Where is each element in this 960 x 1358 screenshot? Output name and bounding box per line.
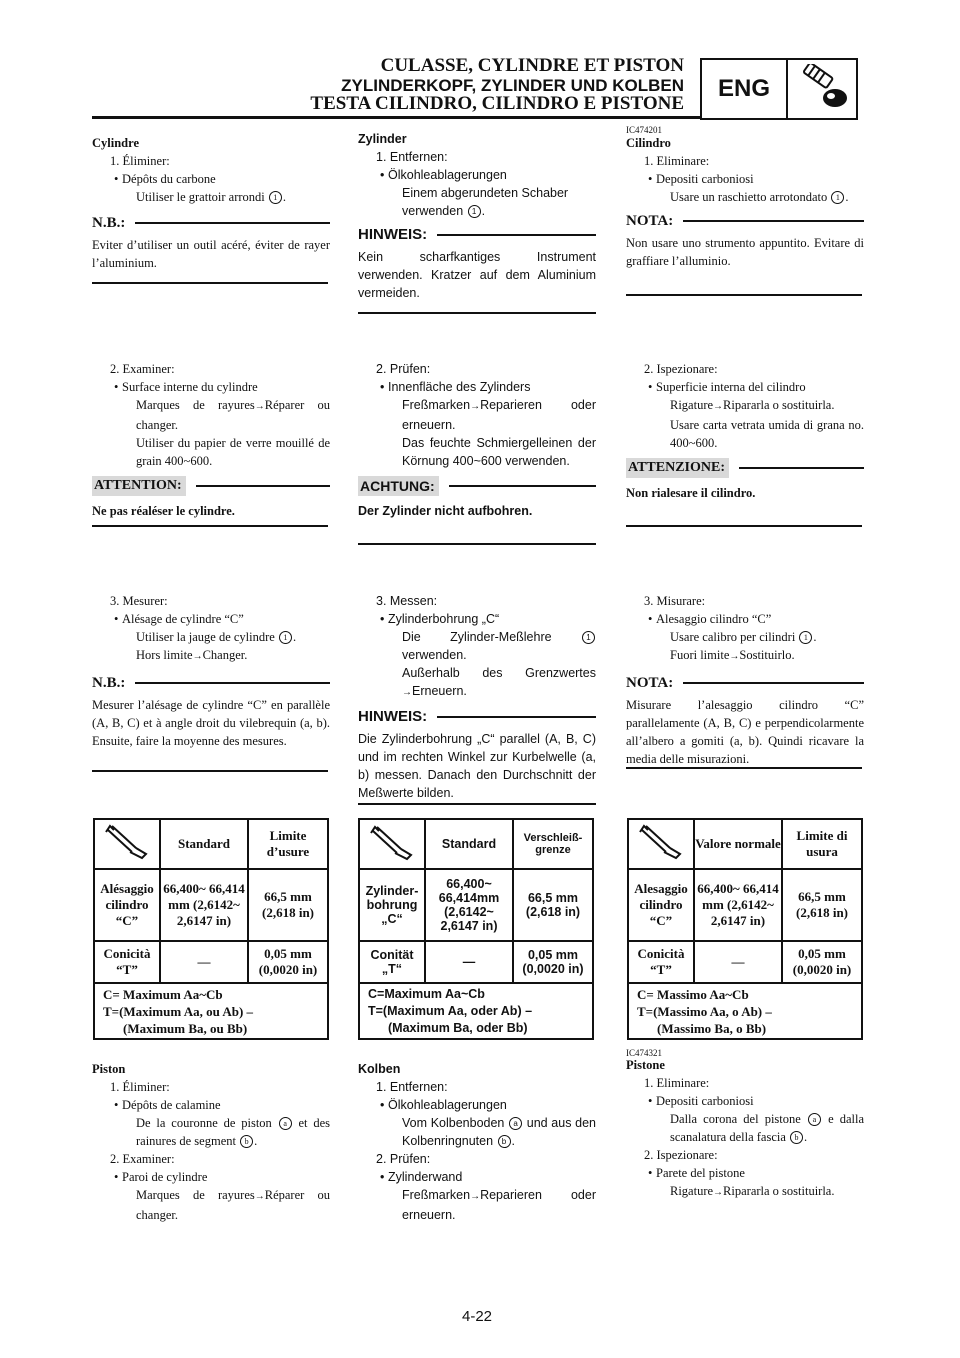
de-note-1-end-rule: [358, 312, 596, 314]
de-piston-step-1-text-b: und aus den Kolbenringnuten: [402, 1116, 596, 1148]
fr-row-taper-limit: 0,05 mm (0,0020 in): [248, 941, 328, 983]
fr-note-2-text: Mesurer l’alésage de cylindre “C” en parallèle (A, B, C) et à angle droit du vilebrequin (a, b). Ensuite, faire la moyenne des mesures.: [92, 698, 330, 748]
callout-marker: 1: [799, 631, 812, 644]
bullet-icon: •: [114, 172, 119, 186]
it-step-1: 1. Eliminare:: [644, 154, 710, 168]
fr-spec-table: [93, 818, 329, 1040]
de-cylinder-title: Zylinder: [358, 132, 407, 146]
it-step-2-text-b: Ripararla o sostituirla.: [723, 398, 835, 412]
it-piston-step-2: 2. Ispezionare:: [644, 1148, 718, 1162]
arrow-right-icon: →: [729, 651, 740, 662]
fr-header-standard: Standard: [160, 819, 248, 869]
it-note-2-end-rule: [626, 767, 862, 769]
de-measure-section: [358, 592, 596, 802]
fr-step-3-text-2b: Changer.: [202, 648, 248, 662]
fr-examine-section: [92, 360, 330, 520]
fr-piston-step-2-text-b: Réparer ou changer.: [136, 1188, 330, 1222]
fr-note-2-header: N.B.:: [92, 674, 330, 692]
arrow-right-icon: →: [713, 401, 724, 412]
arrow-right-icon: →: [192, 651, 203, 662]
de-note-2-header: HINWEIS:: [358, 708, 596, 726]
fr-piston-step-1-text-b: et des rainures de segment: [136, 1116, 331, 1148]
callout-marker: 1: [582, 631, 595, 644]
de-step-2-item: Innenfläche des Zylinders: [388, 380, 531, 394]
de-cylinder-section: Zylinder 1. Entfernen: • Ölkohleablagerungen Einem abgerundeten Schaber verwenden 1 . HINWEIS: Kein scharfkantiges Instrument verwenden. Kratzer auf dem Aluminium vermeiden.: [358, 132, 596, 300]
de-step-3-text-1b: verwenden.: [402, 648, 467, 662]
it-step-3-text-2a: Fuori limite: [670, 648, 730, 662]
de-row-bore-label: Zylinder-bohrung „C“: [359, 869, 425, 941]
fr-step-3-text-1: Utiliser la jauge de cylindre: [136, 630, 275, 644]
de-step-2-text-2: Das feuchte Schmiergelleinen der Körnung 400~600 verwenden.: [402, 436, 596, 468]
it-note-1-text: Non usare uno strumento appuntito. Evitare di graffiare l’alluminio.: [626, 236, 864, 268]
it-step-3: 3. Misurare:: [644, 594, 706, 608]
callout-marker: 1: [468, 205, 481, 218]
it-ref-code-2: IC474321: [626, 1048, 662, 1058]
fr-step-1-item: Dépôts du carbone: [122, 172, 216, 186]
fr-note-1-text: Eviter d’utiliser un outil acéré, éviter de rayer l’aluminium.: [92, 238, 330, 270]
it-step-1-text: Usare un raschietto arrotondato: [670, 190, 828, 204]
fr-attention-text: Ne pas réaléser le cylindre.: [92, 504, 235, 518]
it-formula: C= Massimo Aa~Cb T=(Massimo Aa, o Ab) – (Massimo Ba, o Bb): [628, 983, 862, 1039]
fr-row-taper-standard: —: [160, 941, 248, 983]
it-examine-section: [626, 360, 864, 502]
fr-attention-end-rule: [92, 525, 328, 527]
bullet-icon: •: [114, 380, 119, 394]
header-title-fr: CULASSE, CYLINDRE ET PISTON: [380, 55, 684, 76]
fr-step-2-item: Surface interne du cylindre: [122, 380, 258, 394]
it-piston-section: Pistone 1. Eliminare: • Depositi carboniosi Dalla corona del pistone a e dalla scanalatura della fascia b . 2. Ispezionare: • Parete del pistone Rigature→Ripararla o sostituirla.: [626, 1058, 865, 1198]
fr-step-2-text-2: Utiliser du papier de verre mouillé de grain 400~600.: [136, 436, 330, 468]
bullet-icon: •: [380, 612, 385, 626]
it-piston-step-1: 1. Eliminare:: [644, 1076, 710, 1090]
it-note-1-end-rule: [626, 294, 862, 296]
it-row-bore-limit: 66,5 mm (2,618 in): [782, 869, 862, 941]
bullet-icon: •: [648, 380, 653, 394]
de-step-3: 3. Messen:: [376, 594, 438, 608]
de-attention-text: Der Zylinder nicht aufbohren.: [358, 504, 533, 518]
fr-piston-step-2-text-a: Marques de rayures: [136, 1188, 255, 1202]
de-note-2-end-rule: [358, 803, 596, 805]
arrow-right-icon: →: [470, 401, 481, 412]
wrench-icon: [359, 819, 425, 869]
arrow-right-icon: →: [254, 1191, 265, 1202]
de-step-3-text-2a: Außerhalb des Grenzwertes: [402, 666, 596, 680]
header-title-it: TESTA CILINDRO, CILINDRO E PISTONE: [310, 93, 684, 114]
de-piston-title: Kolben: [358, 1062, 401, 1076]
it-cylinder-title: Cilindro: [626, 136, 671, 150]
de-formula: C=Maximum Aa~Cb T=(Maximum Aa, oder Ab) – (Maximum Ba, oder Bb): [359, 983, 593, 1039]
it-measure-section: 3. Misurare: • Alesaggio cilindro “C” Usare calibro per cilindri 1 . Fuori limite→Sostituirlo. NOTA: Misurare l’alesaggio cilindro “C” parallelamente (A, B, C) e perpendicolarmente all’albero a gomiti (a, b). Quindi ricavare la media delle misurazioni.: [626, 594, 864, 766]
fr-piston-title: Piston: [92, 1062, 126, 1076]
it-row-taper-label: Conicità “T”: [628, 941, 694, 983]
de-step-3-text-2b: Erneuern.: [412, 684, 467, 698]
it-step-1-item: Depositi carboniosi: [656, 172, 754, 186]
it-row-bore-standard: 66,400~ 66,414 mm (2,6142~ 2,6147 in): [694, 869, 782, 941]
fr-step-3: 3. Mesurer:: [110, 594, 168, 608]
callout-marker: 1: [831, 191, 844, 204]
de-piston-step-2-item: Zylinderwand: [388, 1170, 463, 1184]
de-row-taper-limit: 0,05 mm (0,0020 in): [513, 941, 593, 983]
arrow-right-icon: →: [254, 401, 265, 412]
arrow-right-icon: →: [402, 687, 412, 698]
de-piston-section: Kolben 1. Entfernen: • Ölkohleablagerungen Vom Kolbenboden a und aus den Kolbenringnuten b . 2. Prüfen: • Zylinderwand Freßmarken→Reparieren oder erneuern.: [358, 1062, 596, 1222]
fr-piston-step-1: 1. Éliminer:: [110, 1080, 170, 1094]
de-attention-header: ACHTUNG:: [358, 476, 596, 496]
de-piston-step-2: 2. Prüfen:: [376, 1152, 431, 1166]
fr-note-1-header: N.B.:: [92, 214, 330, 232]
bullet-icon: •: [648, 172, 653, 186]
callout-marker: b: [498, 1135, 511, 1148]
it-attention-header: ATTENZIONE:: [626, 458, 864, 478]
bullet-icon: •: [648, 1094, 653, 1108]
de-examine-section: [358, 360, 596, 520]
de-row-taper-label: Conität „T“: [359, 941, 425, 983]
section-badge: [700, 58, 858, 120]
callout-marker: 1: [279, 631, 292, 644]
wrench-icon: [94, 819, 160, 869]
it-note-1-header: NOTA:: [626, 212, 864, 230]
it-step-2: 2. Ispezionare:: [644, 362, 718, 376]
callout-marker: b: [790, 1131, 803, 1144]
de-step-1-item: Ölkohleablagerungen: [388, 168, 507, 182]
fr-step-2: 2. Examiner:: [110, 362, 175, 376]
fr-row-bore-limit: 66,5 mm (2,618 in): [248, 869, 328, 941]
fr-piston-step-1-item: Dépôts de calamine: [122, 1098, 221, 1112]
fr-formula: C= Maximum Aa~Cb T=(Maximum Aa, ou Ab) – (Maximum Ba, ou Bb): [94, 983, 328, 1039]
fr-note-2-end-rule: [92, 770, 328, 772]
fr-row-bore-label: Alésaggio cilindro “C”: [94, 869, 160, 941]
de-step-2: 2. Prüfen:: [376, 362, 431, 376]
de-piston-step-2-text-b: Reparieren oder erneuern.: [402, 1188, 596, 1222]
callout-marker: b: [240, 1135, 253, 1148]
callout-marker: a: [808, 1113, 821, 1126]
fr-cylinder-section: Cylindre 1. Éliminer: • Dépôts du carbone Utiliser le grattoir arrondi 1 . N.B.: Eviter d’utiliser un outil acéré, éviter de rayer l’aluminium.: [92, 136, 330, 270]
bullet-icon: •: [380, 1170, 385, 1184]
de-step-3-text-1a: Die Zylinder-Meßlehre: [402, 630, 552, 644]
bullet-icon: •: [114, 1098, 119, 1112]
it-piston-step-1-text-a: Dalla corona del pistone: [670, 1112, 801, 1126]
it-step-2-item: Superficie interna del cilindro: [656, 380, 806, 394]
de-spec-table: [358, 818, 594, 1040]
it-attention-text: Non rialesare il cilindro.: [626, 486, 756, 500]
callout-marker: a: [509, 1117, 522, 1130]
fr-attention-header: ATTENTION:: [92, 476, 330, 496]
it-note-2-header: NOTA:: [626, 674, 864, 692]
page-number: 4-22: [462, 1308, 493, 1325]
it-step-2-text-2: Usare carta vetrata umida di grana no. 400~600.: [670, 418, 864, 450]
it-step-3-text-1: Usare calibro per cilindri: [670, 630, 796, 644]
de-piston-step-1: 1. Entfernen:: [376, 1080, 448, 1094]
de-row-taper-standard: —: [425, 941, 513, 983]
it-header-standard: Valore normale: [694, 819, 782, 869]
fr-step-1: 1. Éliminer:: [110, 154, 170, 168]
de-row-bore-limit: 66,5 mm (2,618 in): [513, 869, 593, 941]
fr-note-1-end-rule: [92, 282, 328, 284]
fr-piston-step-1-text-a: De la couronne de piston: [136, 1116, 272, 1130]
de-piston-step-1-item: Ölkohleablagerungen: [388, 1098, 507, 1112]
bullet-icon: •: [380, 1098, 385, 1112]
arrow-right-icon: →: [470, 1191, 481, 1202]
fr-measure-section: 3. Mesurer: • Alésage de cylindre “C” Utiliser la jauge de cylindre 1 . Hors limite→Changer. N.B.: Mesurer l’alésage de cylindre “C” en parallèle (A, B, C) et à angle droit du vilebrequin (a, b). Ensuite, faire la moyenne des mesures.: [92, 594, 330, 748]
de-step-2-text-a: Freßmarken: [402, 398, 471, 412]
it-header-limit: Limite di usura: [782, 819, 862, 869]
bullet-icon: •: [648, 612, 653, 626]
fr-row-taper-label: Conicità “T”: [94, 941, 160, 983]
de-note-1-text: Kein scharfkantiges Instrument verwenden. Kratzer auf dem Aluminium vermeiden.: [358, 250, 596, 300]
de-header-limit: Verschleiß-grenze: [513, 819, 593, 869]
it-piston-step-2-item: Parete del pistone: [656, 1166, 745, 1180]
de-step-1-text: Einem abgerundeten Schaber verwenden: [402, 186, 569, 218]
it-attention-end-rule: [626, 525, 862, 527]
it-step-2-text-a: Rigature: [670, 398, 714, 412]
bullet-icon: •: [380, 380, 385, 394]
it-piston-step-1-item: Depositi carboniosi: [656, 1094, 754, 1108]
fr-row-bore-standard: 66,400~ 66,414 mm (2,6142~ 2,6147 in): [160, 869, 248, 941]
de-row-bore-standard: 66,400~ 66,414mm (2,6142~ 2,6147 in): [425, 869, 513, 941]
fr-piston-section: Piston 1. Éliminer: • Dépôts de calamine De la couronne de piston a et des rainures de segment b . 2. Examiner: • Paroi de cylindre Marques de rayures→Réparer ou changer.: [92, 1062, 331, 1222]
it-spec-table: [627, 818, 863, 1040]
fr-step-3-item: Alésage de cylindre “C”: [122, 612, 244, 626]
callout-marker: 1: [269, 191, 282, 204]
fr-step-2-text-a: Marques de rayures: [136, 398, 255, 412]
de-note-1-header: HINWEIS:: [358, 226, 596, 244]
it-step-3-item: Alesaggio cilindro “C”: [656, 612, 772, 626]
it-piston-title: Pistone: [626, 1058, 665, 1072]
it-row-bore-label: Alesaggio cilindro “C”: [628, 869, 694, 941]
fr-step-2-text-b: Réparer ou changer.: [136, 398, 330, 432]
bullet-icon: •: [648, 1166, 653, 1180]
header-title-de: ZYLINDERKOPF, ZYLINDER UND KOLBEN: [341, 76, 684, 95]
it-piston-step-2-text-b: Ripararla o sostituirla.: [723, 1184, 835, 1198]
bullet-icon: •: [114, 1170, 119, 1184]
fr-step-1-text: Utiliser le grattoir arrondi: [136, 190, 265, 204]
fr-cylinder-title: Cylindre: [92, 136, 139, 150]
it-piston-step-2-text-a: Rigature: [670, 1184, 714, 1198]
wrench-icon: [628, 819, 694, 869]
it-cylinder-section: Cilindro 1. Eliminare: • Depositi carboniosi Usare un raschietto arrotondato 1 . NOTA: Non usare uno strumento appuntito. Evitare di graffiare l’alluminio.: [626, 136, 864, 268]
de-step-1: 1. Entfernen:: [376, 150, 448, 164]
de-step-3-item: Zylinderbohrung „C“: [388, 612, 500, 626]
de-piston-step-1-text-a: Vom Kolbenboden: [402, 1116, 505, 1130]
fr-piston-step-2-item: Paroi de cylindre: [122, 1170, 208, 1184]
fr-piston-step-2: 2. Examiner:: [110, 1152, 175, 1166]
de-attention-end-rule: [358, 543, 596, 545]
bullet-icon: •: [380, 168, 385, 182]
it-ref-code-1: IC474201: [626, 125, 662, 135]
de-piston-step-2-text-a: Freßmarken: [402, 1188, 471, 1202]
de-header-standard: Standard: [425, 819, 513, 869]
it-row-taper-standard: —: [694, 941, 782, 983]
fr-step-3-text-2a: Hors limite: [136, 648, 193, 662]
it-step-3-text-2b: Sostituirlo.: [739, 648, 795, 662]
it-note-2-text: Misurare l’alesaggio cilindro “C” parallelamente (A, B, C) e perpendicolarmente all’albero a gomiti (a, b). Quindi ricavare la media delle misurazioni.: [626, 698, 864, 766]
arrow-right-icon: →: [713, 1187, 724, 1198]
de-note-2-text: Die Zylinderbohrung „C“ parallel (A, B, C) und im rechten Winkel zur Kurbelwelle (a, b) messen. Danach den Durchschnitt der Meßwerte bilden.: [358, 732, 596, 800]
fr-header-limit: Limite d’usure: [248, 819, 328, 869]
it-piston-step-1-text-b: e dalla scanalatura della fascia: [670, 1112, 865, 1144]
de-step-2-text-b: Reparieren oder erneuern.: [402, 398, 596, 432]
section-label: ENG: [702, 60, 788, 118]
bullet-icon: •: [114, 612, 119, 626]
it-row-taper-limit: 0,05 mm (0,0020 in): [782, 941, 862, 983]
engine-wrench-icon: [788, 60, 856, 118]
callout-marker: a: [279, 1117, 292, 1130]
header-rule: [92, 116, 702, 119]
